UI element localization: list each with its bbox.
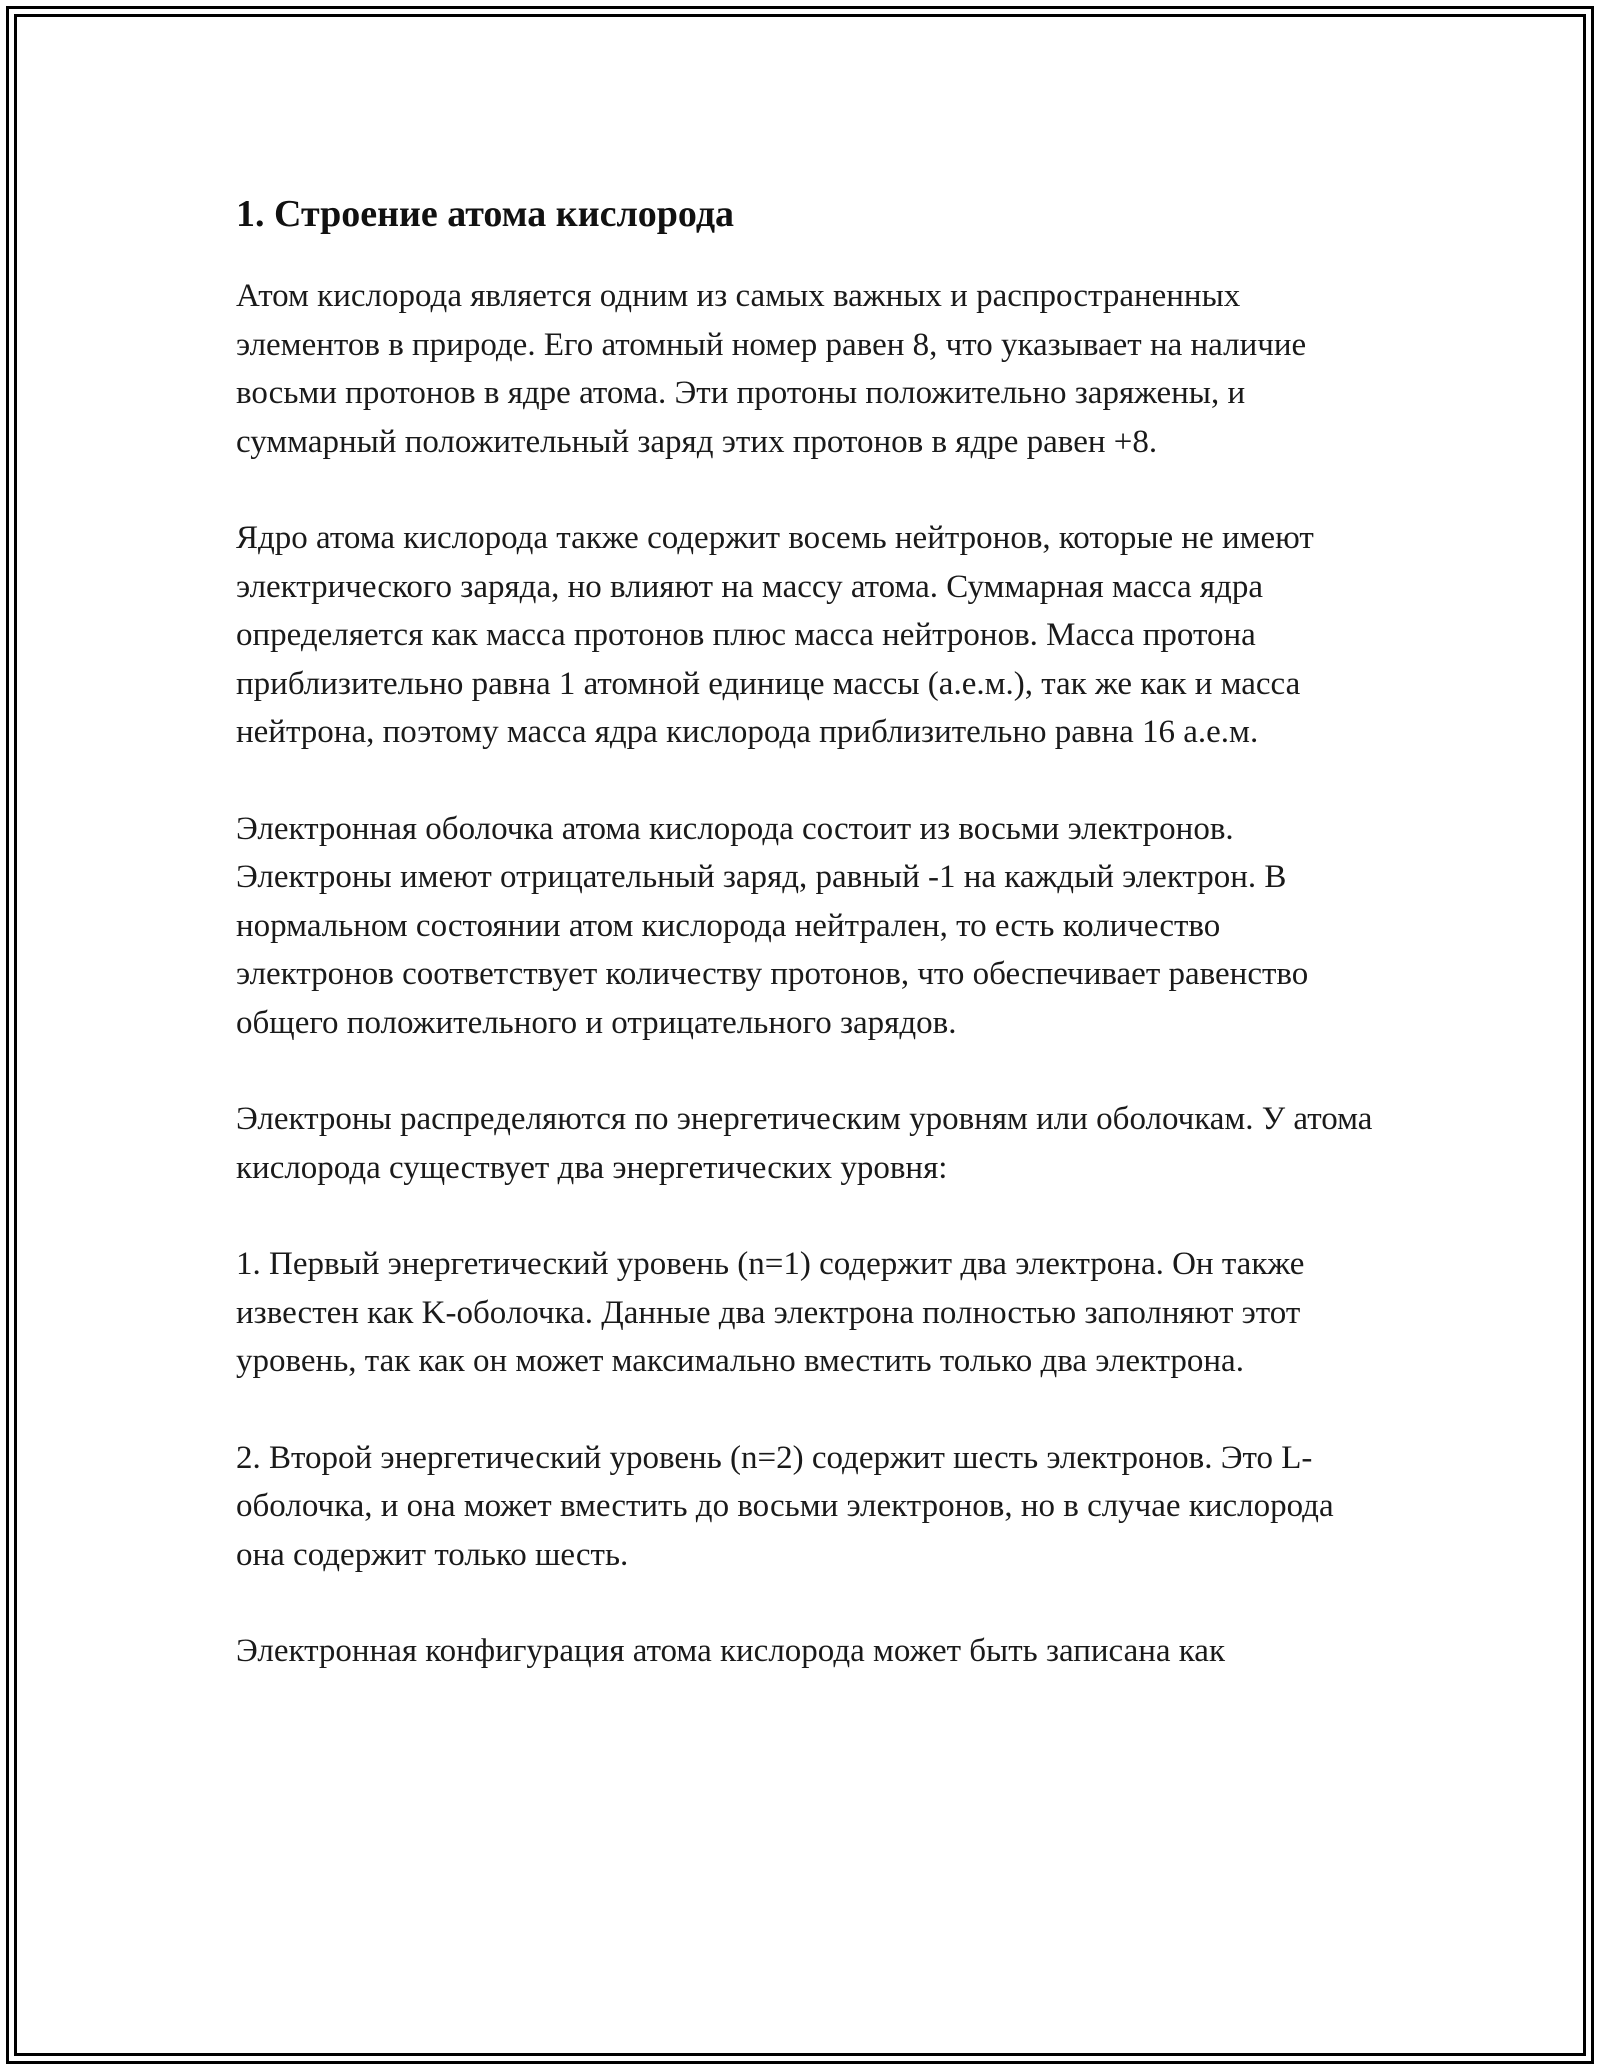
paragraph-atomic-number: Атом кислорода является одним из самых важных и распространенных элементов в природе. Его атомный номер равен 8, что указывает на наличие восьми протонов в ядре атома. Эти протоны положительно заряжены, и суммарный положительный заряд этих протонов в ядре равен +8. xyxy=(236,278,1307,460)
paragraph-configuration: Электронная конфигурация атома кислорода может быть записана как xyxy=(236,1633,1225,1669)
section-heading: 1. Строение атома кислорода xyxy=(236,193,735,235)
paragraph-level-1: 1. Первый энергетический уровень (n=1) содержит два электрона. Он также известен как K-оболочка. Данные два электрона полностью заполняют этот уровень, так как он может максимально вместить только два электрона. xyxy=(236,1246,1305,1379)
paragraph-nucleus: Ядро атома кислорода также содержит восемь нейтронов, которые не имеют электрического заряда, но влияют на массу атома. Суммарная масса ядра определяется как масса протонов плюс масса нейтронов. Масса протона приблизительно равна 1 атомной единице массы (а.е.м.), так же как и масса нейтрона, поэтому масса ядра кислорода приблизительно равна 16 а.е.м. xyxy=(236,520,1314,750)
paragraph-energy-levels: Электроны распределяются по энергетическим уровням или оболочкам. У атома кислорода существует два энергетических уровня: xyxy=(236,1101,1373,1186)
document-body xyxy=(236,190,1386,1724)
paragraph-level-2: 2. Второй энергетический уровень (n=2) содержит шесть электронов. Это L-оболочка, и она может вместить до восьми электронов, но в случае кислорода она содержит только шесть. xyxy=(236,1439,1334,1573)
paragraph-electron-shell: Электронная оболочка атома кислорода состоит из восьми электронов. Электроны имеют отрицательный заряд, равный -1 на каждый электрон. В нормальном состоянии атом кислорода нейтрален, то есть количество электронов соответствует количеству протонов, что обеспечивает равенство общего положительного и отрицательного зарядов. xyxy=(236,810,1309,1041)
